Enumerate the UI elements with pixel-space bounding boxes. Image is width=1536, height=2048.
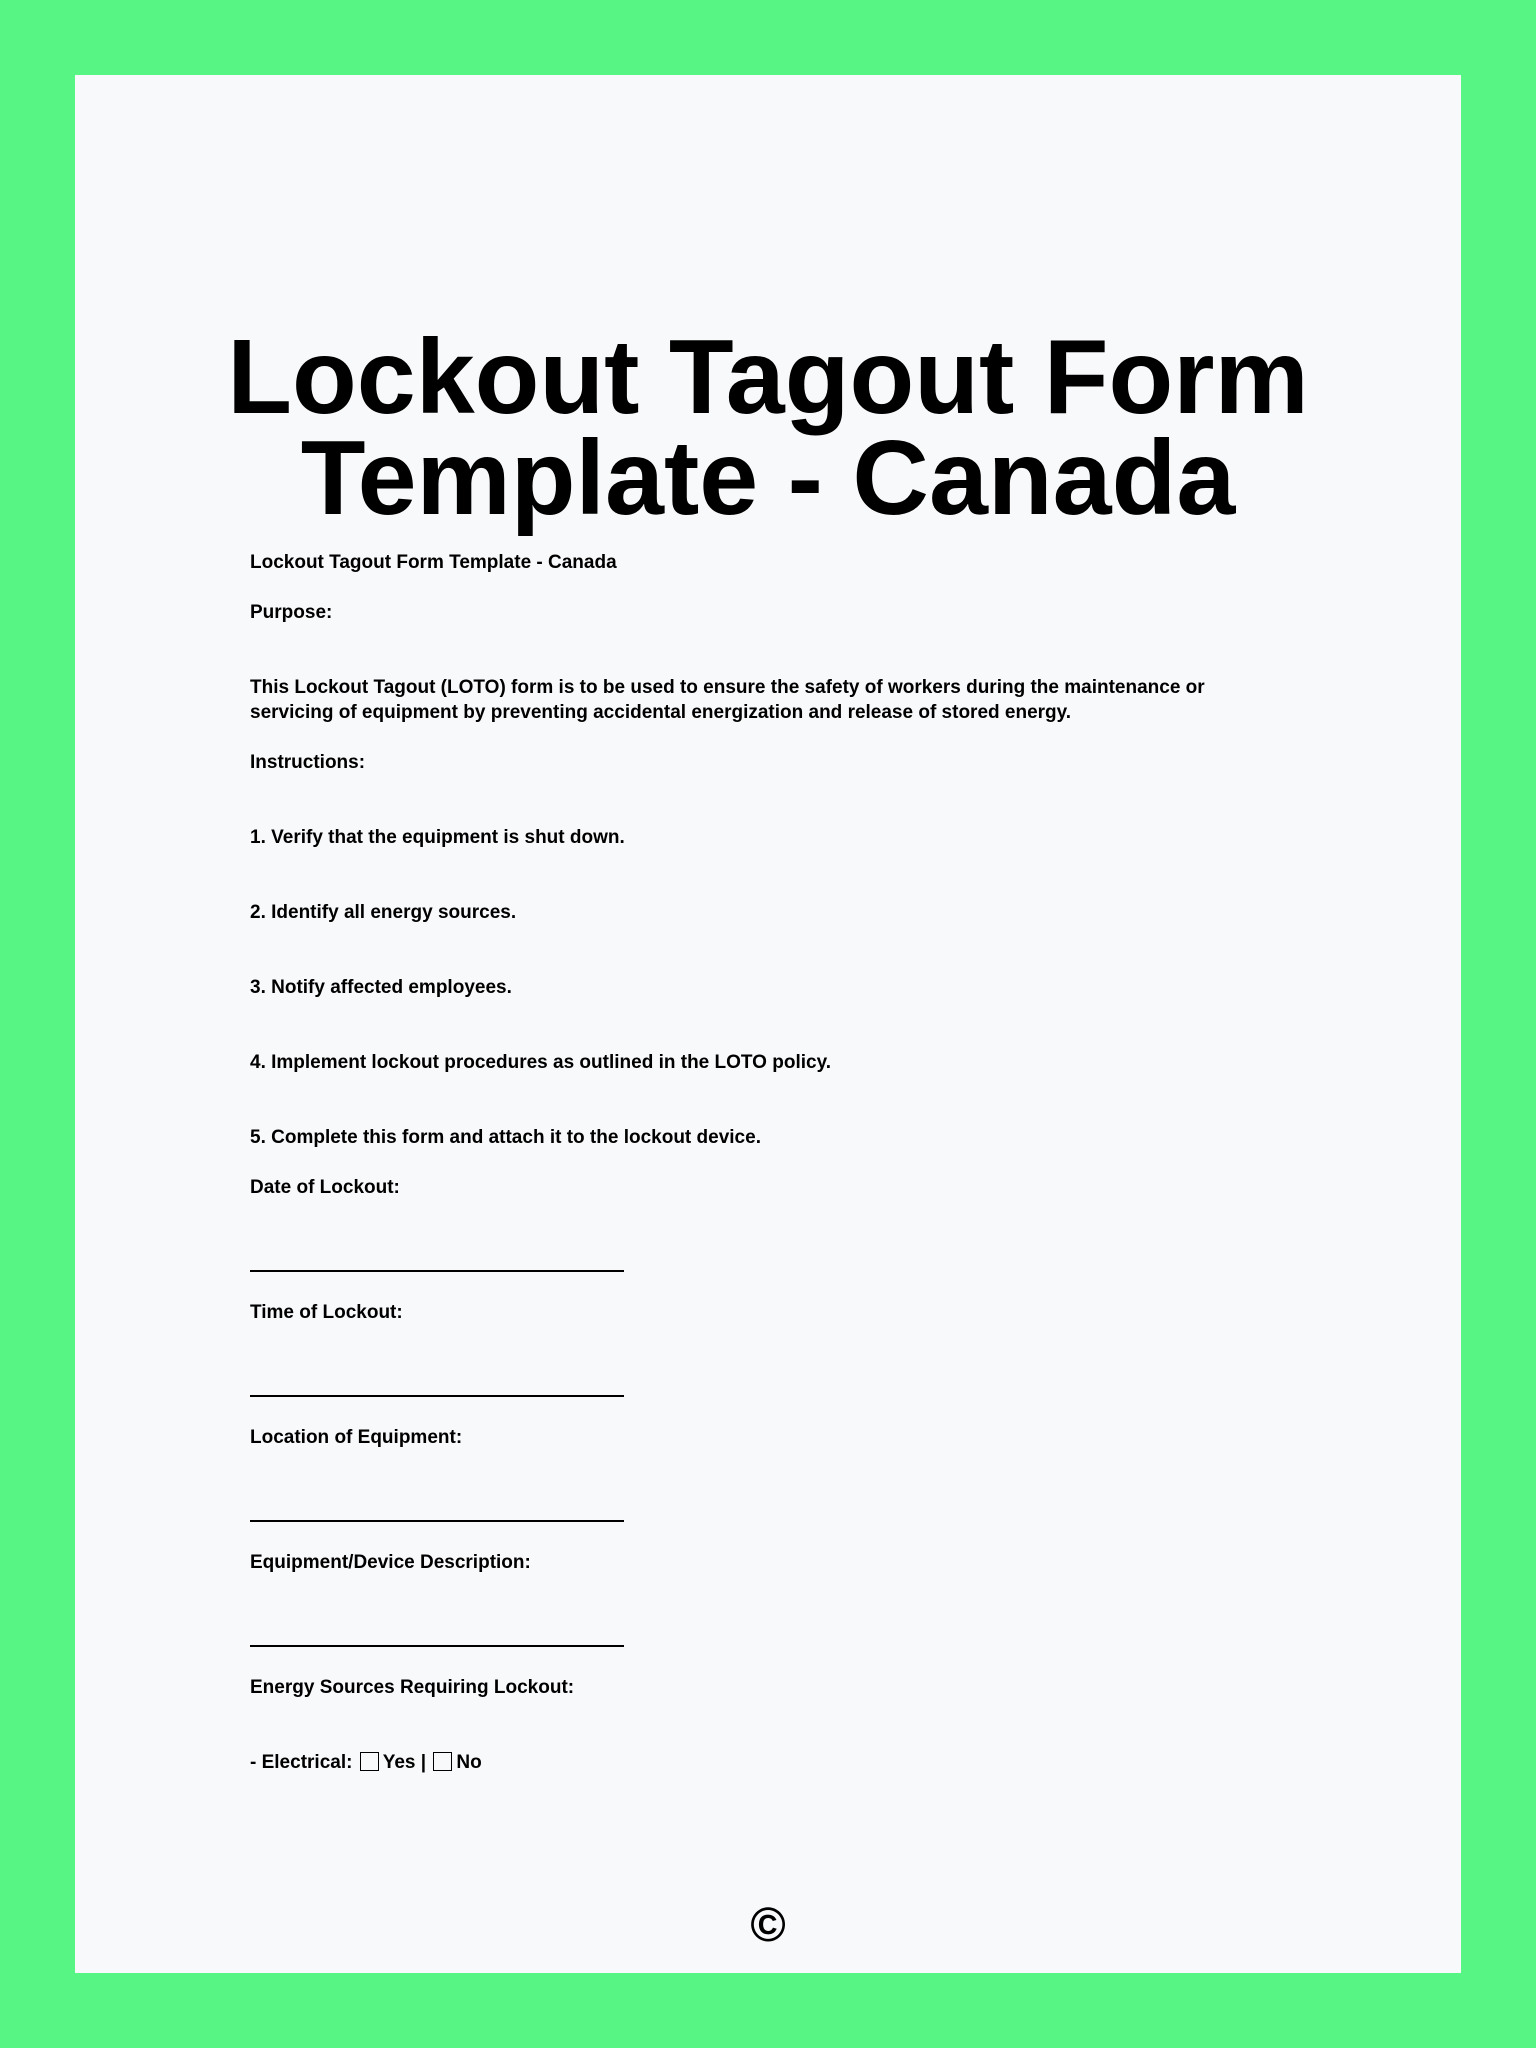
equipment-description-label: Equipment/Device Description: [250,1552,531,1573]
energy-sources-label: Energy Sources Requiring Lockout: [250,1677,575,1698]
electrical-label: - Electrical: [250,1752,358,1773]
instructions-label: Instructions: [250,752,366,773]
date-of-lockout-line[interactable] [250,1270,624,1272]
electrical-no-checkbox[interactable] [433,1752,452,1771]
time-of-lockout-label: Time of Lockout: [250,1302,403,1323]
location-of-equipment-label: Location of Equipment: [250,1427,463,1448]
purpose-label: Purpose: [250,602,333,623]
instruction-step-2: 2. Identify all energy sources. [250,902,517,923]
location-of-equipment-line[interactable] [250,1520,624,1522]
title-line-2: Template - Canada [300,419,1236,537]
title-line-1: Lockout Tagout Form [227,318,1309,436]
time-of-lockout-line[interactable] [250,1395,624,1397]
date-of-lockout-label: Date of Lockout: [250,1177,400,1198]
document-page [75,75,1461,1973]
electrical-separator: | [415,1752,432,1773]
electrical-yes-label: Yes [382,1752,416,1773]
electrical-yes-checkbox[interactable] [360,1752,379,1771]
electrical-no-label: No [456,1752,482,1773]
document-title [75,318,1461,537]
equipment-description-line[interactable] [250,1645,624,1647]
instruction-step-4: 4. Implement lockout procedures as outlined in the LOTO policy. [250,1052,832,1073]
copyright-icon: © [750,1899,786,1952]
form-subtitle: Lockout Tagout Form Template - Canada [250,552,617,573]
instruction-step-3: 3. Notify affected employees. [250,977,512,998]
instruction-step-1: 1. Verify that the equipment is shut down. [250,827,625,848]
electrical-row [250,1750,482,1775]
purpose-text: This Lockout Tagout (LOTO) form is to be used to ensure the safety of workers during the maintenance or servicing of equipment by preventing accidental energization and release of stored energy. [250,677,1205,723]
instruction-step-5: 5. Complete this form and attach it to the lockout device. [250,1127,761,1148]
